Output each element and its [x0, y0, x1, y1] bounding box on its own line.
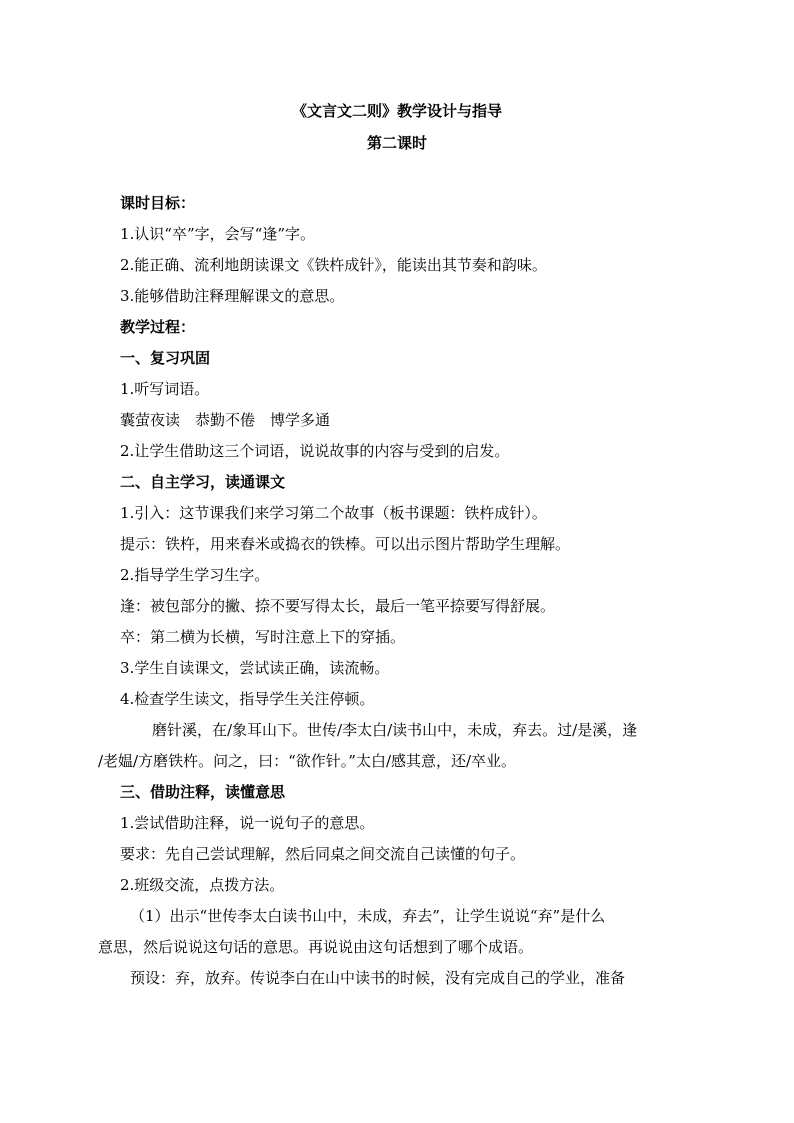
- paragraph: 意思，然后说说这句话的意思。再说说由这句话想到了哪个成语。: [98, 938, 534, 956]
- goal-2: 2.能正确、流利地朗读课文《铁杵成针》，能读出其节奏和韵味。: [120, 256, 547, 274]
- paragraph: 2.班级交流，点拨方法。: [120, 876, 285, 894]
- paragraph: 2.指导学生学习生字。: [120, 566, 270, 584]
- section-heading-review: 一、复习巩固: [120, 349, 211, 367]
- paragraph: （1）出示“世传李太白读书山中，未成，弃去”，让学生说说“弃”是什么: [130, 907, 606, 925]
- paragraph: 1.尝试借助注释，说一说句子的意思。: [120, 814, 375, 832]
- paragraph: 要求：先自己尝试理解，然后同桌之间交流自己读懂的句子。: [120, 845, 526, 863]
- paragraph: 逢：被包部分的撇、捺不要写得太长，最后一笔平捺要写得舒展。: [120, 597, 556, 615]
- section-heading-annotations: 三、借助注释，读懂意思: [120, 783, 286, 801]
- paragraph: 2.让学生借助这三个词语，说说故事的内容与受到的启发。: [120, 442, 510, 460]
- paragraph: 4.检查学生读文，指导学生关注停顿。: [120, 690, 375, 708]
- paragraph: 囊萤夜读 恭勤不倦 博学多通: [120, 411, 331, 429]
- document-subtitle: 第二课时: [366, 134, 427, 152]
- paragraph: 1.听写词语。: [120, 380, 210, 398]
- classical-text-line-2: /老媪/方磨铁杵。问之，曰：“欲作针。”太白/感其意，还/卒业。: [98, 752, 517, 770]
- document-body: [98, 188, 676, 994]
- goal-3: 3.能够借助注释理解课文的意思。: [120, 287, 345, 305]
- document-title: 《文言文二则》教学设计与指导: [291, 102, 502, 120]
- paragraph: 卒：第二横为长横，写时注意上下的穿插。: [120, 628, 406, 646]
- paragraph: 提示：铁杵，用来舂米或捣衣的铁棒。可以出示图片帮助学生理解。: [120, 535, 571, 553]
- section-heading-process: 教学过程：: [120, 318, 196, 336]
- section-heading-self-study: 二、自主学习，读通课文: [120, 473, 286, 491]
- goal-1: 1.认识“卒”字，会写“逢”字。: [120, 225, 315, 243]
- paragraph: 预设：弃，放弃。传说李白在山中读书的时候，没有完成自己的学业，准备: [130, 969, 626, 987]
- classical-text-line-1: 磨针溪，在/象耳山下。世传/李太白/读书山中，未成，弃去。过/是溪，逢: [152, 721, 638, 739]
- paragraph: 3.学生自读课文，尝试读正确，读流畅。: [120, 659, 390, 677]
- paragraph: 1.引入：这节课我们来学习第二个故事（板书课题：铁杵成针）。: [120, 504, 547, 522]
- section-heading-goals: 课时目标：: [120, 194, 196, 212]
